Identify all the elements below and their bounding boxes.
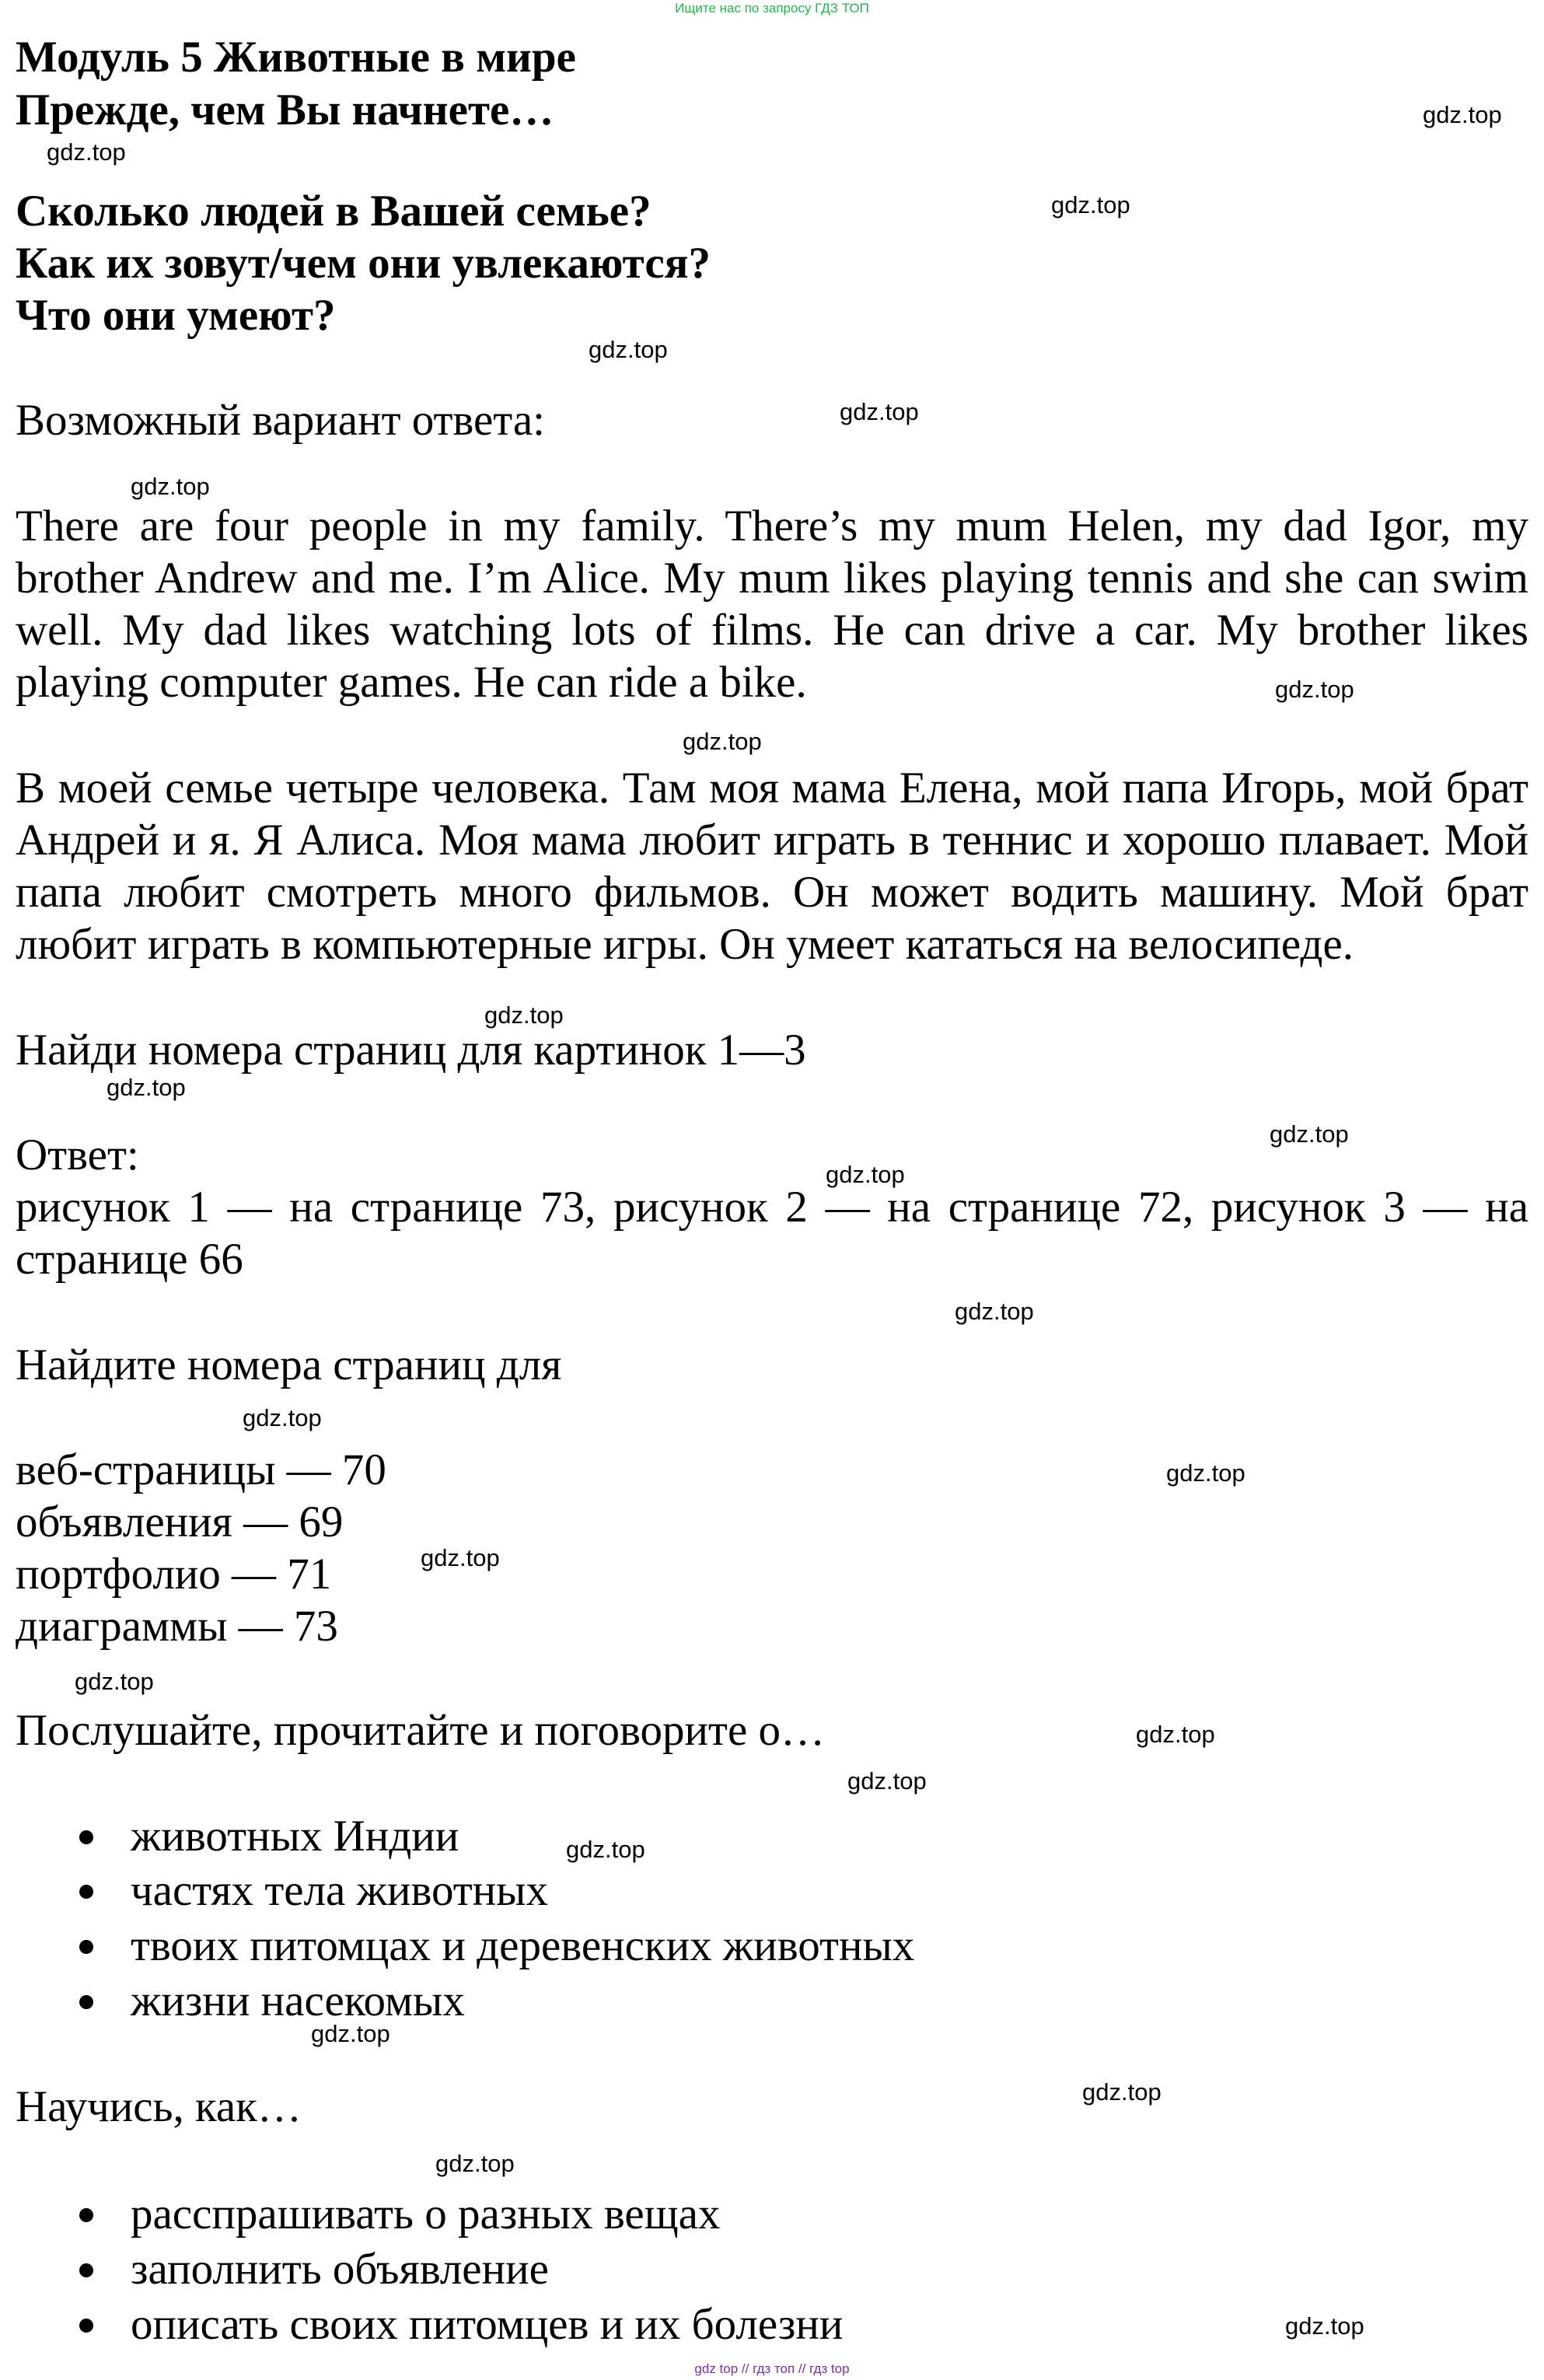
russian-paragraph-line: В моей семье четыре человека. Там моя мама Елена, мой папа Игорь, мой брат	[16, 764, 1528, 813]
bullet-text: частях тела животных	[131, 1866, 548, 1915]
watermark: gdz.top	[47, 138, 126, 166]
question-line: Как их зовут/чем они увлекаются?	[16, 239, 711, 288]
bullet-text: животных Индии	[131, 1812, 459, 1861]
bullet-icon	[79, 1885, 93, 1899]
watermark: gdz.top	[847, 1767, 927, 1795]
bullet-icon	[79, 1830, 93, 1844]
question-line: Сколько людей в Вашей семье?	[16, 187, 651, 236]
task1-answer-line: рисунок 1 — на странице 73, рисунок 2 — на странице 72, рисунок 3 — на	[16, 1183, 1528, 1232]
watermark: gdz.top	[484, 1001, 564, 1029]
english-paragraph-line: well. My dad likes watching lots of films. He can drive a car. My brother likes	[16, 606, 1528, 655]
bullet-icon	[79, 2319, 93, 2333]
watermark: gdz.top	[683, 728, 762, 755]
bullet-text: жизни насекомых	[131, 1976, 465, 2025]
task2-item: диаграммы — 73	[16, 1602, 338, 1651]
bullet-text: описать своих питомцев и их болезни	[131, 2300, 844, 2349]
task1-answer-line: странице 66	[16, 1235, 243, 1284]
bullet-icon	[79, 1940, 93, 1954]
bullet-icon	[79, 1995, 93, 2009]
watermark: gdz.top	[1051, 191, 1130, 218]
watermark: gdz.top	[75, 1668, 154, 1695]
watermark: gdz.top	[1285, 2312, 1364, 2340]
learn-prompt: Научись, как…	[16, 2082, 302, 2131]
english-paragraph-line: There are four people in my family. There’s my mum Helen, my dad Igor, my	[16, 502, 1528, 550]
watermark: gdz.top	[589, 336, 668, 363]
watermark: gdz.top	[840, 398, 919, 425]
task1-answer-label: Ответ:	[16, 1131, 139, 1180]
watermark: gdz.top	[1423, 101, 1502, 128]
watermark: gdz.top	[1270, 1120, 1349, 1148]
english-paragraph-line: brother Andrew and me. I’m Alice. My mum likes playing tennis and she can swim	[16, 554, 1528, 603]
footer-links[interactable]: gdz top // гдз топ // гдз top	[694, 2361, 850, 2376]
question-line: Что они умеют?	[16, 291, 336, 340]
english-paragraph-line: playing computer games. He can ride a bike.	[16, 658, 807, 707]
watermark: gdz.top	[435, 2150, 515, 2177]
watermark: gdz.top	[1082, 2078, 1161, 2106]
task2-item: портфолио — 71	[16, 1550, 332, 1599]
bullet-text: твоих питомцах и деревенских животных	[131, 1921, 915, 1970]
watermark: gdz.top	[1166, 1459, 1245, 1487]
watermark: gdz.top	[107, 1074, 186, 1101]
russian-paragraph-line: папа любит смотреть много фильмов. Он может водить машину. Мой брат	[16, 868, 1528, 917]
watermark: gdz.top	[421, 1544, 500, 1571]
module-title: Модуль 5 Животные в мире	[16, 33, 576, 82]
russian-paragraph-line: Андрей и я. Я Алиса. Моя мама любит играть в теннис и хорошо плавает. Мой	[16, 816, 1528, 865]
bullet-icon	[79, 2263, 93, 2277]
task2-prompt: Найдите номера страниц для	[16, 1340, 562, 1389]
watermark: gdz.top	[243, 1404, 322, 1431]
watermark: gdz.top	[1275, 676, 1354, 703]
task1-prompt: Найди номера страниц для картинок 1—3	[16, 1026, 806, 1075]
answer-label: Возможный вариант ответа:	[16, 396, 546, 445]
watermark: gdz.top	[311, 2020, 390, 2047]
watermark: gdz.top	[1136, 1721, 1215, 1748]
watermark: gdz.top	[955, 1298, 1034, 1325]
bullet-text: заполнить объявление	[131, 2245, 549, 2294]
before-start-heading: Прежде, чем Вы начнете…	[16, 86, 554, 135]
bullet-icon	[79, 2208, 93, 2222]
listen-prompt: Послушайте, прочитайте и поговорите о…	[16, 1706, 826, 1755]
russian-paragraph-line: любит играть в компьютерные игры. Он умеет кататься на велосипеде.	[16, 920, 1354, 969]
task2-item: объявления — 69	[16, 1498, 344, 1546]
bullet-text: расспрашивать о разных вещах	[131, 2190, 721, 2238]
task2-item: веб-страницы — 70	[16, 1445, 386, 1494]
watermark: gdz.top	[826, 1161, 905, 1188]
watermark: gdz.top	[131, 473, 210, 500]
search-hint-link[interactable]: Ищите нас по запросу ГДЗ ТОП	[675, 1, 869, 16]
watermark: gdz.top	[566, 1836, 645, 1863]
